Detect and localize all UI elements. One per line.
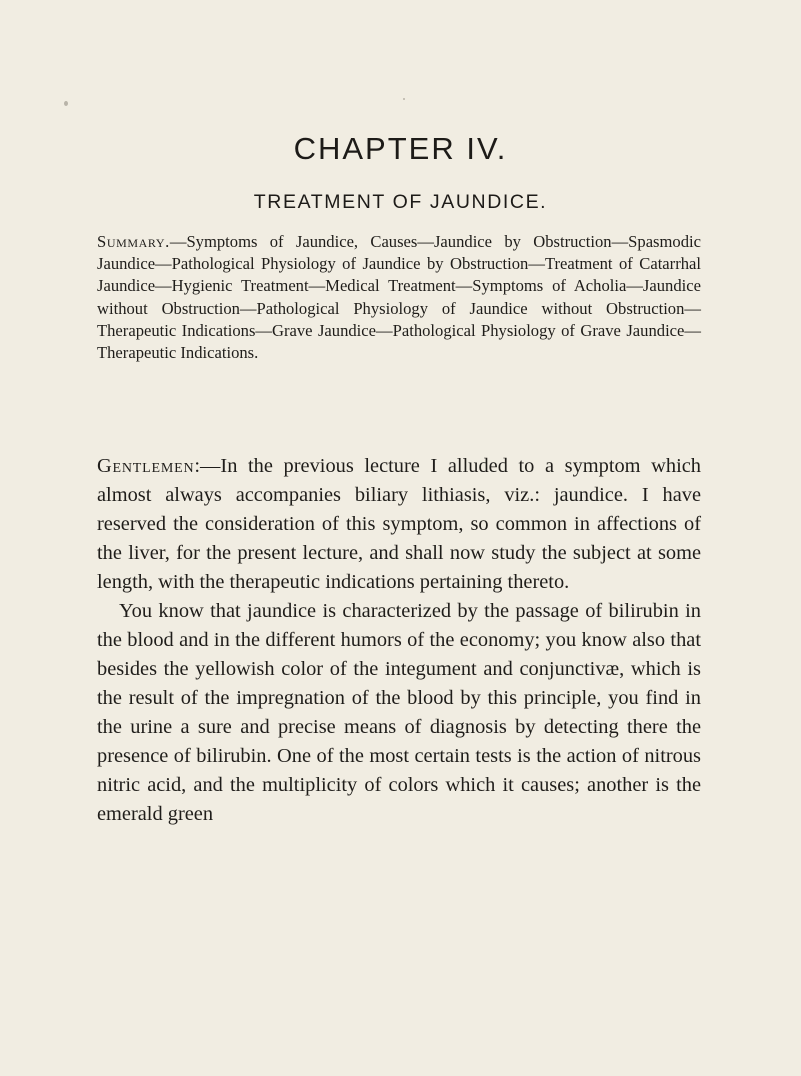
paragraph xyxy=(97,597,701,829)
paragraph xyxy=(97,452,701,597)
page-speck xyxy=(403,98,405,100)
paragraph-text: You know that jaundice is characterized by the passage of bilirubin in the blood and in the different humors of the economy; you know also that besides the yellowish color of the integument and conjunctivæ, which is the result of the impregnation of the blood by this principle, you find in the urine a sure and precise means of diagnosis by detecting there the presence of bilirubin. One of the most certain tests is the action of nitrous nitric acid, and the multiplicity of colors which it causes; another is the emerald green xyxy=(97,600,701,825)
body-text xyxy=(97,452,701,829)
chapter-heading: CHAPTER IV. xyxy=(293,131,508,166)
chapter-summary xyxy=(97,231,701,364)
chapter-title: TREATMENT OF JAUNDICE. xyxy=(253,191,548,213)
summary-lead: Summary. xyxy=(97,232,170,251)
page-speck xyxy=(64,101,68,106)
paragraph-lead: Gentlemen xyxy=(97,455,195,477)
paragraph-text: :—In the previous lecture I alluded to a symptom which almost always accompanies biliary lithiasis, viz.: jaundice. I have reserved the consideration of this symptom, so common in affections of the liver, for the present lecture, and shall now study the subject at some length, with the therapeutic indications pertaining thereto. xyxy=(97,455,701,593)
summary-text: —Symptoms of Jaundice, Causes—Jaundice by Obstruction—Spasmodic Jaundice—Pathological Physiology of Jaundice by Obstruction—Treatment of Catarrhal Jaundice—Hygienic Treatment—Medical Treatment—Symptoms of Acholia—Jaundice without Obstruction—Pathological Physiology of Jaundice without Obstruction—Therapeutic Indications—Grave Jaundice—Pathological Physiology of Grave Jaundice—Therapeutic Indications. xyxy=(97,232,701,363)
